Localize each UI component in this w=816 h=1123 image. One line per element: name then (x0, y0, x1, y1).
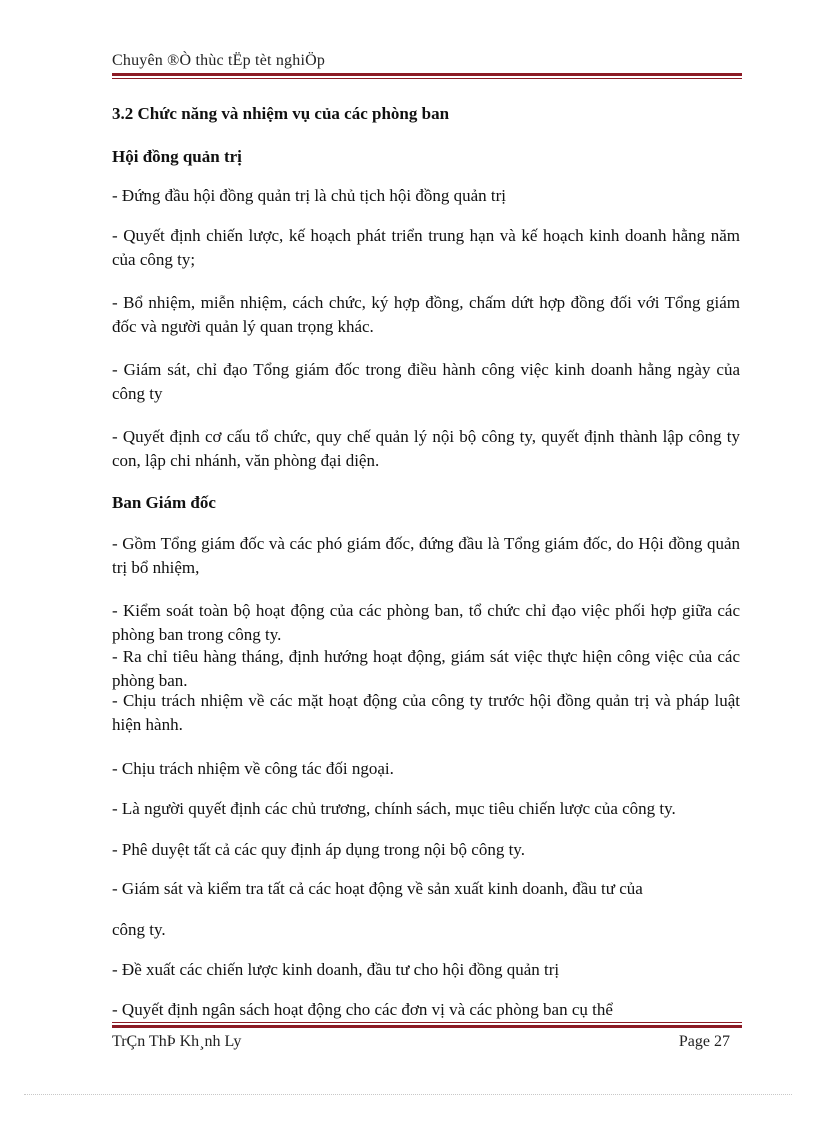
bgd-item-4: - Chịu trách nhiệm về các mặt hoạt động của công ty trước hội đồng quản trị và pháp luật hiện hành. (112, 691, 740, 734)
hdqt-item-2: - Quyết định chiến lược, kế hoạch phát triển trung hạn và kế hoạch kinh doanh hằng năm của công ty; (112, 226, 740, 269)
hdqt-item-1: - Đứng đầu hội đồng quản trị là chủ tịch hội đồng quản trị (112, 186, 507, 205)
hdqt-item-5: - Quyết định cơ cấu tổ chức, quy chế quản lý nội bộ công ty, quyết định thành lập công ty con, lập chi nhánh, văn phòng đại diện. (112, 427, 740, 470)
page-number: Page 27 (678, 1033, 730, 1050)
bgd-item-11: - Quyết định ngân sách hoạt động cho các đơn vị và các phòng ban cụ thể (112, 1000, 613, 1019)
footer-rule (112, 1022, 742, 1028)
bgd-item-1: - Gồm Tổng giám đốc và các phó giám đốc, đứng đầu là Tổng giám đốc, do Hội đồng quản trị bổ nhiệm, (112, 534, 740, 577)
bgd-item-8: - Giám sát và kiểm tra tất cả các hoạt động về sản xuất kinh doanh, đầu tư của (112, 879, 643, 898)
page-boundary-divider (24, 1094, 792, 1095)
header-rule (112, 73, 742, 79)
bgd-item-9: công ty. (112, 920, 166, 939)
bgd-item-7: - Phê duyệt tất cả các quy định áp dụng trong nội bộ công ty. (112, 840, 525, 859)
bgd-item-5: - Chịu trách nhiệm về công tác đối ngoại. (112, 759, 394, 778)
bgd-heading: Ban Giám đốc (112, 493, 216, 512)
bgd-item-2: - Kiểm soát toàn bộ hoạt động của các phòng ban, tổ chức chỉ đạo việc phối hợp giữa các phòng ban trong công ty. (112, 601, 740, 644)
footer-author: TrÇn ThÞ Kh¸nh Ly (112, 1033, 242, 1050)
hdqt-item-3: - Bổ nhiệm, miễn nhiệm, cách chức, ký hợp đồng, chấm dứt hợp đồng đối với Tổng giám đốc và người quản lý quan trọng khác. (112, 293, 740, 336)
running-header: Chuyên ®Ò thùc tËp tèt nghiÖp (112, 52, 326, 69)
hdqt-heading: Hội đồng quản trị (112, 147, 242, 166)
bgd-item-6: - Là người quyết định các chủ trương, chính sách, mục tiêu chiến lược của công ty. (112, 799, 676, 818)
bgd-item-10: - Đề xuất các chiến lược kinh doanh, đầu tư cho hội đồng quản trị (112, 960, 560, 979)
bgd-item-3: - Ra chỉ tiêu hàng tháng, định hướng hoạt động, giám sát việc thực hiện công việc của các phòng ban. (112, 647, 740, 690)
hdqt-item-4: - Giám sát, chỉ đạo Tổng giám đốc trong điều hành công việc kinh doanh hằng ngày của công ty (112, 360, 740, 403)
section-title: 3.2 Chức năng và nhiệm vụ của các phòng ban (112, 104, 450, 123)
